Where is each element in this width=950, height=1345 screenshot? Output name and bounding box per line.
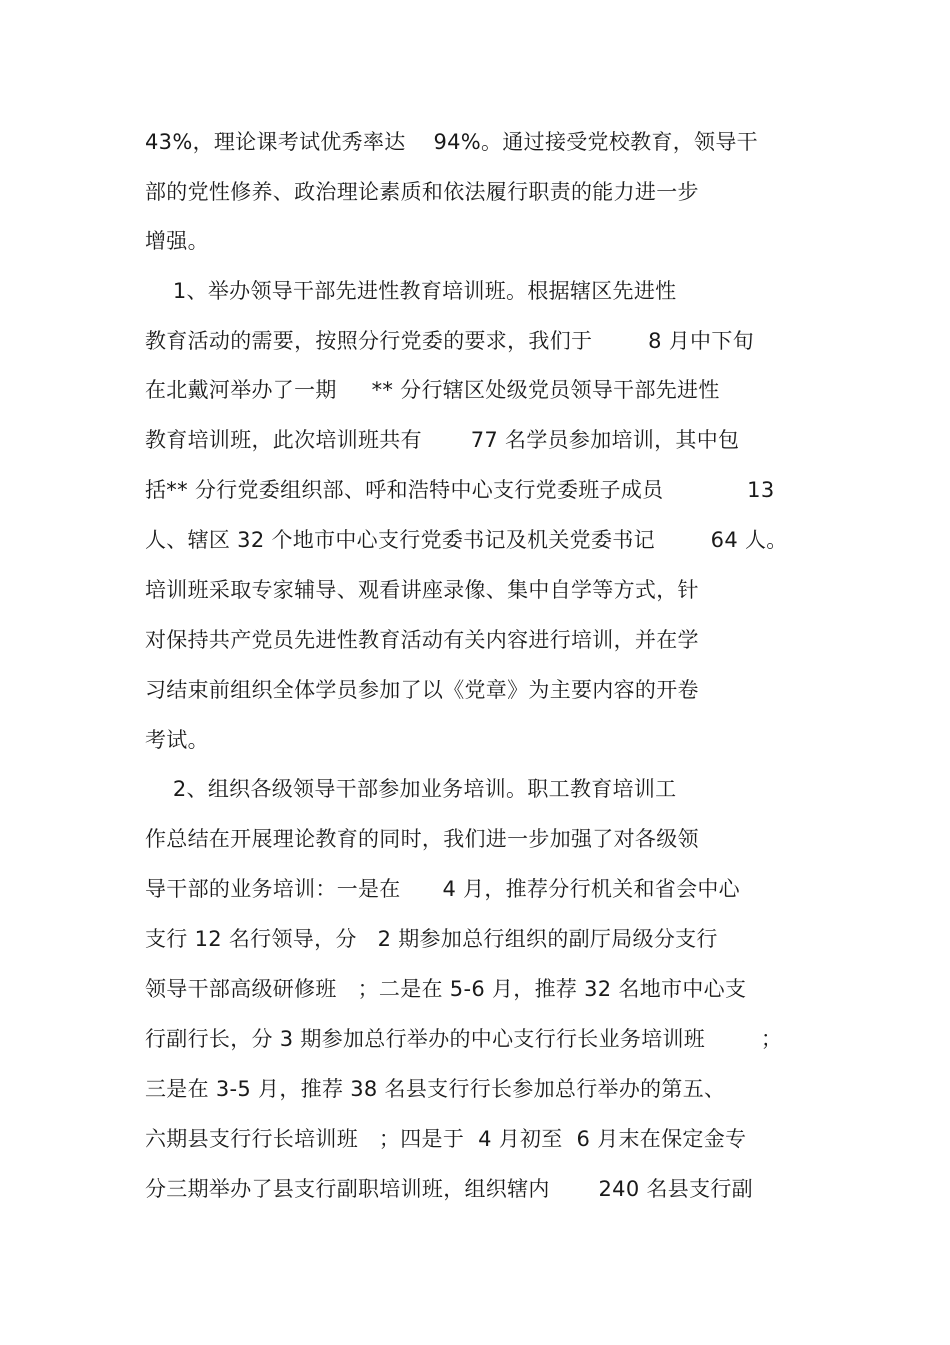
text-line: 支行 12 名行领导，分 2 期参加总行组织的副厅局级分支行 — [145, 927, 718, 951]
text-line: 行副行长，分 3 期参加总行举办的中心支行行长业务培训班 ； — [145, 1027, 783, 1051]
text-line: 在北戴河举办了一期 ** 分行辖区处级党员领导干部先进性 — [145, 378, 720, 402]
text-line: 领导干部高级研修班 ；二是在 5-6 月，推荐 32 名地市中心支 — [145, 977, 747, 1001]
text-line: 导干部的业务培训：一是在 4 月，推荐分行机关和省会中心 — [145, 877, 740, 901]
text-line: 1、举办领导干部先进性教育培训班。根据辖区先进性 — [145, 279, 677, 303]
text-line: 人、辖区 32 个地市中心支行党委书记及机关党委书记 64 人。 — [145, 528, 788, 552]
text-line: 培训班采取专家辅导、观看讲座录像、集中自学等方式，针 — [145, 578, 699, 602]
text-line: 习结束前组织全体学员参加了以《党章》为主要内容的开卷 — [145, 678, 699, 702]
text-line: 43%，理论课考试优秀率达 94%。通过接受党校教育，领导干 — [145, 130, 758, 154]
text-line: 教育培训班，此次培训班共有 77 名学员参加培训，其中包 — [145, 428, 740, 452]
text-line: 部的党性修养、政治理论素质和依法履行职责的能力进一步 — [145, 180, 699, 204]
text-line: 括** 分行党委组织部、呼和浩特中心支行党委班子成员 13 — [145, 478, 775, 502]
text-line: 考试。 — [145, 728, 209, 752]
text-line: 六期县支行行长培训班 ；四是于 4 月初至 6 月末在保定金专 — [145, 1127, 747, 1151]
text-line: 作总结在开展理论教育的同时，我们进一步加强了对各级领 — [145, 827, 699, 851]
text-line: 分三期举办了县支行副职培训班，组织辖内 240 名县支行副 — [145, 1177, 753, 1201]
text-line: 教育活动的需要，按照分行党委的要求，我们于 8 月中下旬 — [145, 329, 754, 353]
text-line: 对保持共产党员先进性教育活动有关内容进行培训，并在学 — [145, 628, 699, 652]
text-line: 增强。 — [145, 229, 209, 253]
text-line: 2、组织各级领导干部参加业务培训。职工教育培训工 — [145, 777, 677, 801]
text-line: 三是在 3-5 月，推荐 38 名县支行行长参加总行举办的第五、 — [145, 1077, 726, 1101]
